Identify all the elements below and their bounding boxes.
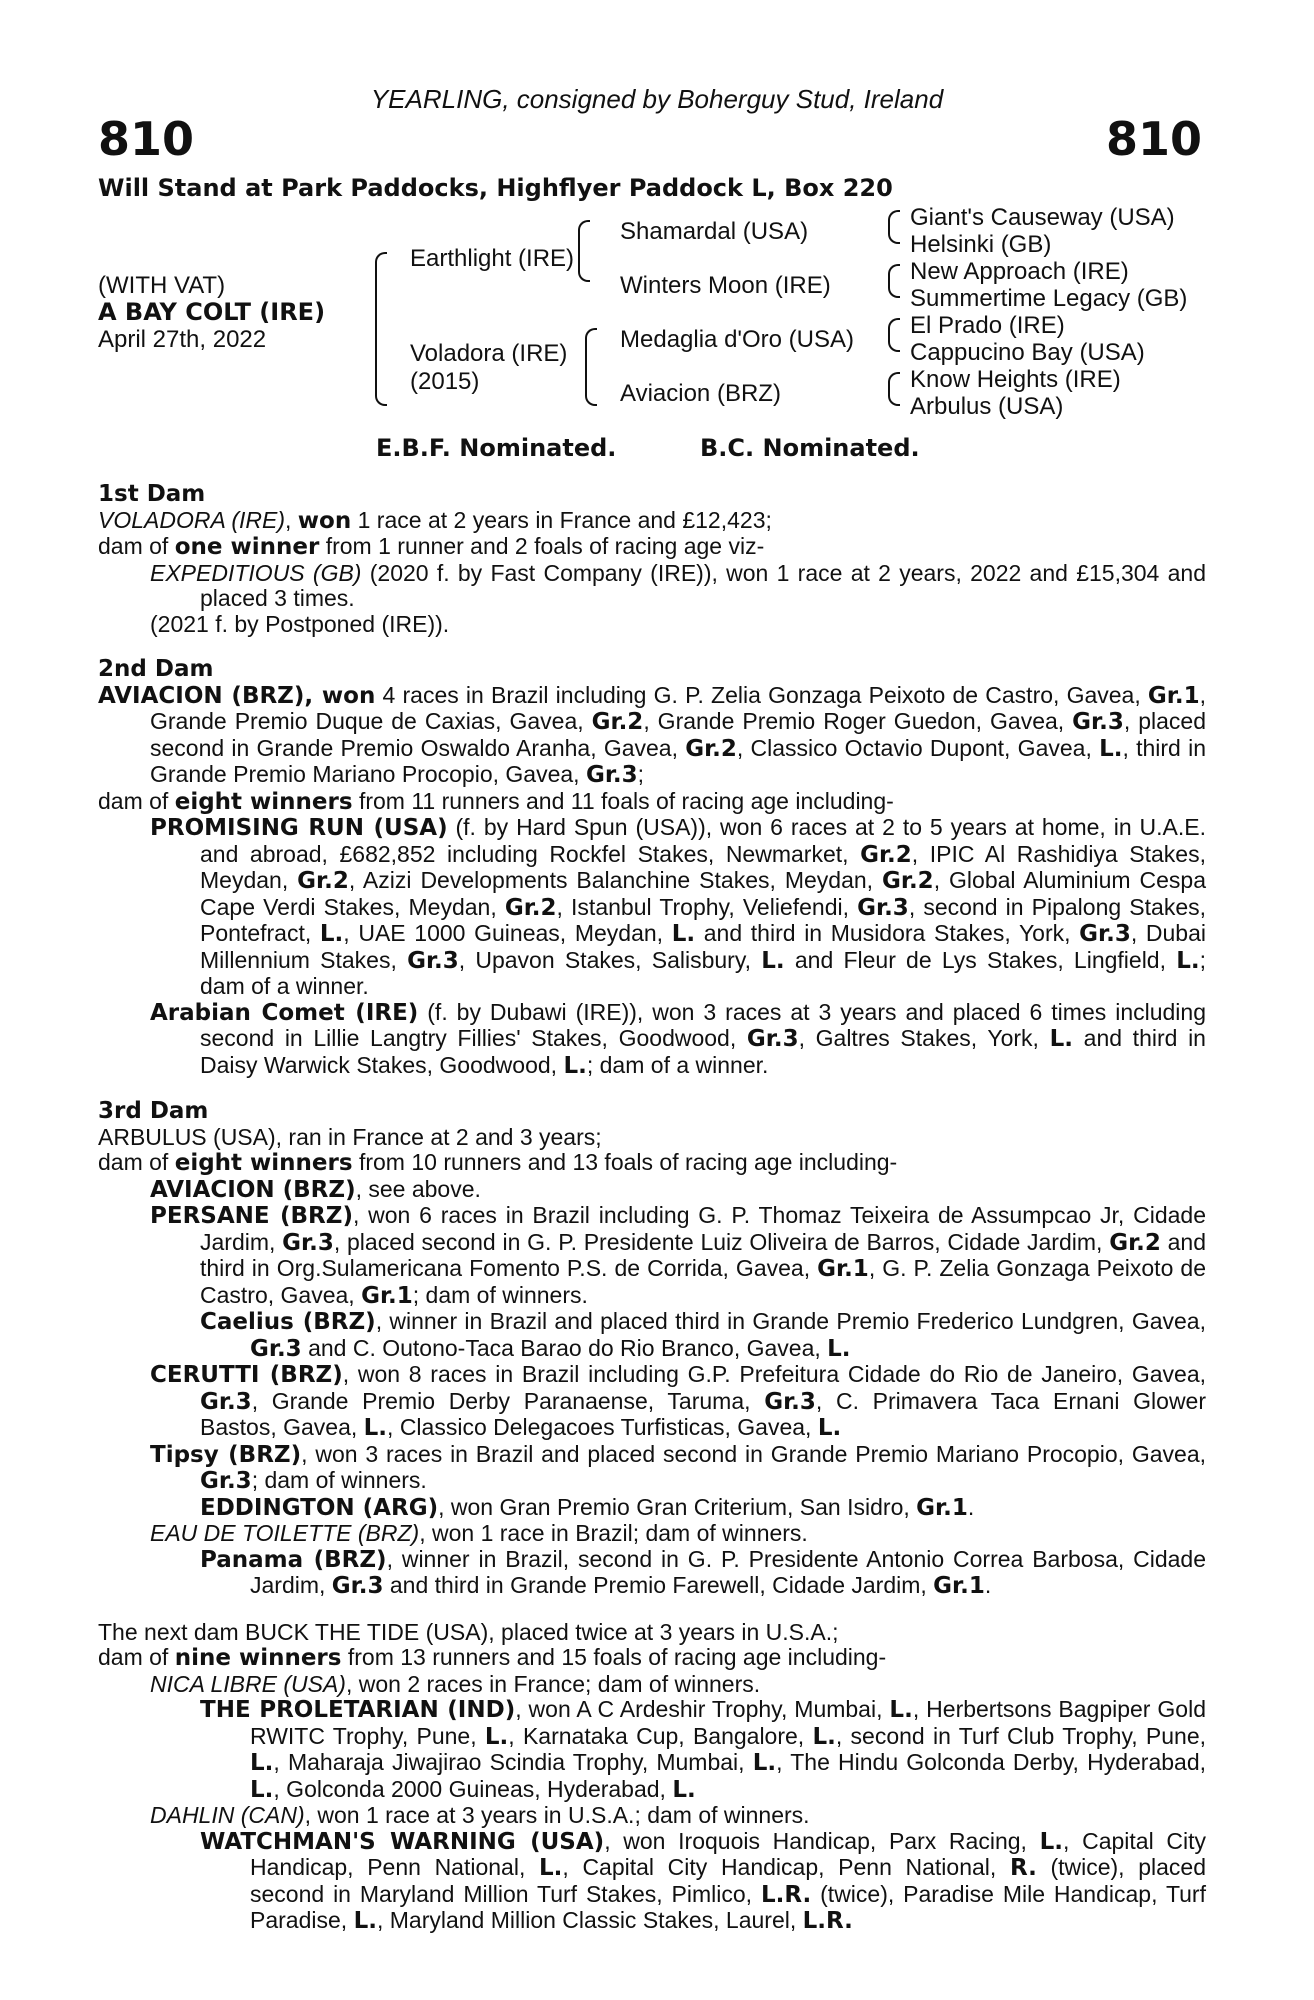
lot-number-left: 810 <box>98 112 195 166</box>
ebf-nomination: E.B.F. Nominated. <box>376 434 617 462</box>
first-dam-produce: dam of one winner from 1 runner and 2 foals of racing age viz- <box>98 533 765 560</box>
horse-name: A BAY COLT (IRE) <box>98 298 326 326</box>
progeny-2021: (2021 f. by Postponed (IRE)). <box>150 610 450 637</box>
vat-note: (WITH VAT) <box>98 272 226 299</box>
lot-number-right: 810 <box>1105 112 1202 166</box>
progeny-arabian-comet: Arabian Comet (IRE) (f. by Dubawi (IRE)), won 3 races at 3 years and placed 6 times including second in Lillie Langtry Fillies' Stakes, Goodwood, Gr.3, Galtres Stakes, York, L. and third in Daisy Warwick Stakes, Goodwood, L.; dam of a winner. <box>150 998 1206 1079</box>
sire: Earthlight (IRE) <box>410 245 575 272</box>
ancestor-6: Cappucino Bay (USA) <box>910 339 1145 366</box>
progeny-caelius: Caelius (BRZ), winner in Brazil and placed third in Grande Premio Frederico Lundgren, Gavea, Gr.3 and C. Outono-Taca Barao do Rio Branco, Gavea, L. <box>200 1308 1206 1362</box>
dam: Voladora (IRE) <box>410 340 568 367</box>
progeny-persane: PERSANE (BRZ), won 6 races in Brazil including G. P. Thomaz Teixeira de Assumpcao Jr, Cidade Jardim, Gr.3, placed second in G. P. Presidente Luiz Oliveira de Barros, Cidade Jardim, Gr.2 and third in Org.Sulamericana Fomento P.S. de Corrida, Gavea, Gr.1, G. P. Zelia Gonzaga Peixoto de Castro, Gavea, Gr.1; dam of winners. <box>150 1202 1207 1309</box>
first-dam-heading: 1st Dam <box>98 481 206 507</box>
foaled-date: April 27th, 2022 <box>98 326 267 353</box>
brace-dam <box>585 328 597 406</box>
ancestor-5: El Prado (IRE) <box>910 312 1065 339</box>
first-dam-record: VOLADORA (IRE), won 1 race at 2 years in France and £12,423; <box>98 506 772 534</box>
brace-g3 <box>888 318 900 352</box>
ancestor-4: Summertime Legacy (GB) <box>910 285 1188 312</box>
progeny-panama: Panama (BRZ), winner in Brazil, second in G. P. Presidente Antonio Correa Barbosa, Cidade Jardim, Gr.3 and third in Grande Premio Farewell, Cidade Jardim, Gr.1. <box>200 1545 1207 1599</box>
ancestor-1: Giant's Causeway (USA) <box>910 204 1175 231</box>
third-dam-produce: dam of eight winners from 10 runners and 13 foals of racing age including- <box>98 1149 898 1176</box>
ancestor-7: Know Heights (IRE) <box>910 366 1121 393</box>
brace-g2 <box>888 264 900 298</box>
second-dam-produce: dam of eight winners from 11 runners and 11 foals of racing age including- <box>98 787 894 815</box>
progeny-the-proletarian: THE PROLETARIAN (IND), won A C Ardeshir Trophy, Mumbai, L., Herbertsons Bagpiper Gold RWITC Trophy, Pune, L., Karnataka Cup, Bangalore, L., second in Turf Club Trophy, Pune, L., Maharaja Jiwajirao Scindia Trophy, Mumbai, L., The Hindu Golconda Derby, Hyderabad, L., Golconda 2000 Guineas, Hyderabad, L. <box>200 1696 1207 1803</box>
sire-sire: Shamardal (USA) <box>620 218 809 245</box>
next-dam-record: The next dam BUCK THE TIDE (USA), placed twice at 3 years in U.S.A.; <box>98 1618 839 1645</box>
brace-g4 <box>888 372 900 406</box>
dam-year: (2015) <box>410 368 480 395</box>
catalogue-body <box>98 482 1206 1935</box>
dam-sire: Medaglia d'Oro (USA) <box>620 326 854 353</box>
sire-dam: Winters Moon (IRE) <box>620 272 831 299</box>
progeny-nica-libre: NICA LIBRE (USA), won 2 races in France; dam of winners. <box>150 1670 761 1697</box>
progeny-cerutti: CERUTTI (BRZ), won 8 races in Brazil including G.P. Prefeitura Cidade do Rio de Janeiro, Gavea, Gr.3, Grande Premio Derby Paranaense, Taruma, Gr.3, C. Primavera Taca Ernani Glower Bastos, Gavea, L., Classico Delegacoes Turfisticas, Gavea, L. <box>150 1361 1207 1441</box>
brace-g1 <box>888 210 900 244</box>
next-dam-produce: dam of nine winners from 13 runners and 15 foals of racing age including- <box>98 1644 887 1671</box>
ancestor-3: New Approach (IRE) <box>910 258 1129 285</box>
progeny-eddington: EDDINGTON (ARG), won Gran Premio Gran Criterium, San Isidro, Gr.1. <box>200 1493 975 1521</box>
brace-main <box>375 252 387 406</box>
bc-nomination: B.C. Nominated. <box>700 434 920 462</box>
consignment-line: YEARLING, consigned by Boherguy Stud, Ireland <box>370 84 944 114</box>
third-dam-record: ARBULUS (USA), ran in France at 2 and 3 years; <box>98 1123 602 1150</box>
progeny-promising-run: PROMISING RUN (USA) (f. by Hard Spun (USA)), won 6 races at 2 to 5 years at home, in U.A.E. and abroad, £682,852 including Rockfel Stakes, Newmarket, Gr.2, IPIC Al Rashidiya Stakes, Meydan, Gr.2, Azizi Developments Balanchine Stakes, Meydan, Gr.2, Global Aluminium Cespa Cape Verdi Stakes, Meydan, Gr.2, Istanbul Trophy, Veliefendi, Gr.3, second in Pipalong Stakes, Pontefract, L., UAE 1000 Guineas, Meydan, L. and third in Musidora Stakes, York, Gr.3, Dubai Millennium Stakes, Gr.3, Upavon Stakes, Salisbury, L. and Fleur de Lys Stakes, Lingfield, L.; dam of a winner. <box>150 814 1207 999</box>
progeny-watchmans-warning: WATCHMAN'S WARNING (USA), won Iroquois Handicap, Parx Racing, L., Capital City Handicap, Penn National, L., Capital City Handicap, Penn National, R. (twice), placed second in Maryland Million Turf Stakes, Pimlico, L.R. (twice), Paradise Mile Handicap, Turf Paradise, L., Maryland Million Classic Stakes, Laurel, L.R. <box>200 1827 1206 1934</box>
second-dam-heading: 2nd Dam <box>98 656 214 682</box>
progeny-dahlin: DAHLIN (CAN), won 1 race at 3 years in U.S.A.; dam of winners. <box>150 1802 810 1828</box>
stand-location: Will Stand at Park Paddocks, Highflyer Paddock L, Box 220 <box>98 174 893 202</box>
third-dam-heading: 3rd Dam <box>98 1098 209 1124</box>
second-dam-record: AVIACION (BRZ), won 4 races in Brazil including G. P. Zelia Gonzaga Peixoto de Castro, Gavea, Gr.1, Grande Premio Duque de Caxias, Gavea, Gr.2, Grande Premio Roger Guedon, Gavea, Gr.3, placed second in Grande Premio Oswaldo Aranha, Gavea, Gr.2, Classico Octavio Dupont, Gavea, L., third in Grande Premio Mariano Procopio, Gavea, Gr.3; <box>98 681 1206 788</box>
ancestor-8: Arbulus (USA) <box>910 393 1064 420</box>
progeny-tipsy: Tipsy (BRZ), won 3 races in Brazil and placed second in Grande Premio Mariano Procopio, Gavea, Gr.3; dam of winners. <box>150 1440 1206 1494</box>
progeny-aviacion: AVIACION (BRZ), see above. <box>150 1175 481 1203</box>
brace-sire <box>578 220 590 282</box>
progeny-expeditious: EXPEDITIOUS (GB) (2020 f. by Fast Company (IRE)), won 1 race at 2 years, 2022 and £15,304 and placed 3 times. <box>150 559 1206 611</box>
ancestor-2: Helsinki (GB) <box>910 231 1052 258</box>
progeny-eau-de-toilette: EAU DE TOILETTE (BRZ), won 1 race in Brazil; dam of winners. <box>150 1520 808 1546</box>
dam-dam: Aviacion (BRZ) <box>620 380 781 407</box>
